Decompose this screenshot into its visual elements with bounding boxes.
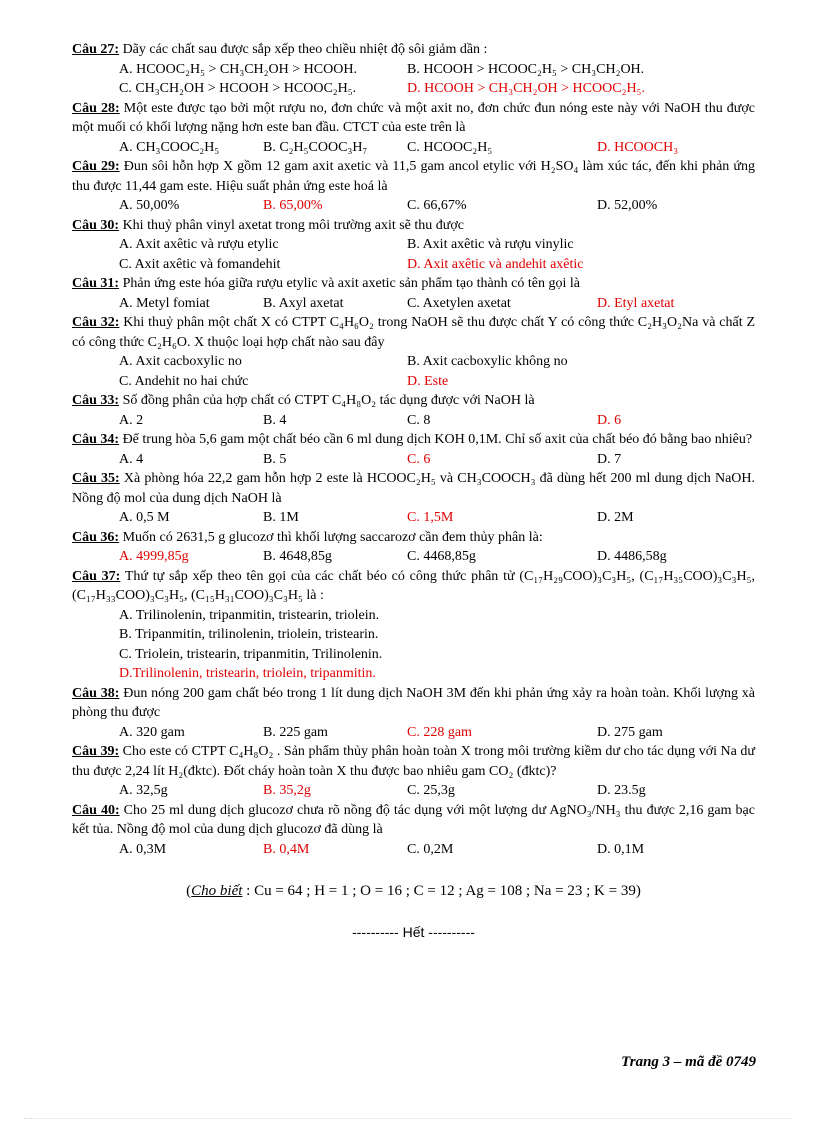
option-c: C. Axetylen axetat [407, 295, 511, 311]
option-d-answer: D. HCOOH > CH₃CH₂OH > HCOOC₂H₅. [407, 81, 645, 96]
option-d: D. 23.5g [597, 783, 646, 798]
question-stem: Đun nóng 200 gam chất béo trong 1 lít dung dịch NaOH 3M đến khi phản ứng xảy ra hoàn toàn. Khối lượng xà phòng thu được [72, 685, 755, 720]
page-bottom-divider [24, 1118, 792, 1119]
option-b: B. 5 [263, 451, 287, 467]
options-row [72, 235, 755, 255]
option-c: C. Andehit no hai chức [119, 373, 249, 389]
given-constants: (Cho biết : Cu = 64 ; H = 1 ; O = 16 ; C = 12 ; Ag = 108 ; Na = 23 ; K = 39) [186, 883, 641, 899]
option-c: C. 0,2M [407, 841, 454, 857]
question-stem: Phản ứng este hóa giữa rượu etylic và axit axetic sản phẩm tạo thành có tên gọi là [119, 276, 580, 291]
option-a-answer: A. 4999,85g [119, 549, 189, 564]
option-a: A. 4 [119, 451, 144, 467]
option-c: C. 25,3g [407, 783, 455, 798]
question-40 [72, 801, 755, 840]
option-c: C. HCOOC₂H₅ [407, 139, 493, 155]
question-number: Câu 33: [72, 393, 120, 408]
option-d: D. 7 [597, 451, 622, 467]
question-number: Câu 28: [72, 100, 120, 116]
question-stem: Dãy các chất sau được sắp xếp theo chiều nhiệt độ sôi giảm dần : [119, 42, 488, 57]
option-c-answer: C. 1,5M [407, 510, 454, 525]
option-c-answer: C. 6 [407, 451, 431, 467]
question-30 [72, 216, 755, 236]
option-b: B. 1M [263, 510, 299, 525]
options-row [72, 255, 755, 275]
question-31 [72, 274, 755, 294]
options-row [72, 723, 755, 743]
options-row [72, 196, 755, 216]
options-row [72, 294, 755, 314]
option-d-answer: D. Axit axêtic và andehit axêtic [407, 256, 584, 272]
option-d-answer: D. Este [407, 373, 449, 389]
question-28 [72, 99, 755, 138]
question-stem: Khi thuỷ phân một chất X có CTPT C₄H₆O₂ trong NaOH sẽ thu được chất Y có công thức C₂H₃O₂Na và chất Z có công thức C₂H₆O. X thuộc loại hợp chất nào sau đây [72, 315, 756, 350]
option-c: C. 4468,85g [407, 549, 476, 564]
question-38 [72, 684, 755, 723]
option-c: C. Axit axêtic và fomandehit [119, 256, 281, 272]
option-c: C. CH₃CH₂OH > HCOOH > HCOOC₂H₅. [119, 81, 357, 96]
question-number: Câu 31: [72, 276, 120, 291]
options-row [72, 547, 755, 567]
question-number: Câu 30: [72, 217, 120, 233]
question-number: Câu 34: [72, 432, 120, 447]
given-label: Cho biết [191, 883, 243, 899]
given-values: : Cu = 64 ; H = 1 ; O = 16 ; C = 12 ; Ag = 108 ; Na = 23 ; K = 39) [242, 883, 641, 899]
option-b: B. Tripanmitin, trilinolenin, triolein, tristearin. [119, 627, 379, 642]
option-a: A. 0,3M [119, 841, 167, 857]
option-d: D. 52,00% [597, 198, 658, 213]
question-39 [72, 742, 755, 781]
option-c: C. Triolein, tristearin, tripanmitin, Trilinolenin. [119, 646, 383, 662]
question-number: Câu 29: [72, 159, 120, 174]
question-36 [72, 528, 755, 548]
option-d: D. 275 gam [597, 724, 663, 740]
options-row [72, 79, 755, 99]
question-stem: Cho este có CTPT C₄H₈O₂ . Sản phẩm thủy phân hoàn toàn X trong môi trường kiềm dư cho tác dụng với Na dư thu được 2,24 lít H₂(đktc). Đốt cháy hoàn toàn X thu được bao nhiêu gam CO₂ (đktc)? [72, 744, 755, 779]
question-stem: Xà phòng hóa 22,2 gam hỗn hợp 2 este là HCOOC₂H₅ và CH₃COOCH₃ đã dùng hết 200 ml dung dịch NaOH. Nồng độ mol của dung dịch NaOH là [72, 471, 755, 506]
option-c: C. 8 [407, 412, 431, 428]
options-row [72, 411, 755, 431]
option-d-answer: D. Etyl axetat [597, 295, 675, 311]
options-row [72, 450, 755, 470]
question-stem: Để trung hòa 5,6 gam một chất béo cần 6 ml dung dịch KOH 0,1M. Chỉ số axit của chất béo đó bằng bao nhiêu? [119, 432, 753, 447]
option-a: A. 50,00% [119, 198, 180, 213]
option-d-answer: D. HCOOCH₃ [597, 139, 679, 155]
option-b: B. Axyl axetat [263, 295, 344, 311]
option-c: C. 66,67% [407, 198, 467, 213]
option-b-answer: B. 35,2g [263, 783, 311, 798]
question-stem: Cho 25 ml dung dịch glucozơ chưa rõ nồng độ tác dụng với một lượng dư AgNO₃/NH₃ thu được 2,16 gam bạc kết tủa. Nồng độ mol của dung dịch glucozơ đã dùng là [72, 802, 755, 837]
option-b: B. HCOOH > HCOOC₂H₅ > CH₃CH₂OH. [407, 61, 645, 77]
option-a: A. Metyl fomiat [119, 295, 210, 311]
option-d: D. 4486,58g [597, 549, 667, 564]
question-33 [72, 391, 755, 411]
question-number: Câu 35: [72, 471, 120, 486]
option-c-answer: C. 228 gam [407, 724, 472, 740]
question-number: Câu 27: [72, 42, 120, 57]
option-a: A. 320 gam [119, 724, 185, 740]
option-b-answer: B. 0,4M [263, 841, 310, 857]
option-d: D. 2M [597, 510, 634, 525]
option-a: A. HCOOC₂H₅ > CH₃CH₂OH > HCOOH. [119, 61, 357, 77]
question-number: Câu 36: [72, 529, 120, 545]
end-marker: ---------- Hết ---------- [352, 924, 475, 940]
options-row [72, 352, 755, 372]
question-number: Câu 37: [72, 568, 121, 584]
option-a: A. 0,5 M [119, 510, 170, 525]
option-b: B. C₂H₅COOC₃H₇ [263, 139, 368, 155]
option-b: B. Axit cacboxylic không no [407, 354, 568, 369]
page-footer: Trang 3 – mã đề 0749 [621, 1054, 756, 1070]
question-stem: Số đồng phân của hợp chất có CTPT C₄H₈O₂ tác dụng được với NaOH là [119, 393, 535, 408]
exam-page [72, 40, 755, 940]
option-a: A. 32,5g [119, 783, 168, 798]
options-row [72, 60, 755, 80]
question-35 [72, 469, 755, 508]
options-row [72, 840, 755, 860]
question-number: Câu 40: [72, 802, 120, 818]
option-a: A. Axit axêtic và rượu etylic [119, 237, 279, 252]
question-stem: Thứ tự sắp xếp theo tên gọi của các chất béo có công thức phân tử (C₁₇H₂₉COO)₃C₃H₅, (C₁₇H₃₅COO)₃C₃H₅, (C₁₇H₃₃COO)₃C₃H₅, (C₁₅H₃₁COO)₃C₃H₅ là : [72, 568, 756, 603]
options-row [72, 508, 755, 528]
question-29 [72, 157, 755, 196]
options-row [72, 138, 755, 158]
question-number: Câu 38: [72, 685, 120, 701]
question-stem: Đun sôi hỗn hợp X gồm 12 gam axit axetic và 11,5 gam ancol etylic với H₂SO₄ làm xúc tác, đến khi phản ứng thu được 11,44 gam este. Hiệu suất phản ứng este hoá là [72, 159, 755, 194]
question-stem: Muốn có 2631,5 g glucozơ thì khối lượng saccarozơ cần đem thủy phân là: [119, 529, 543, 545]
question-37 [72, 567, 755, 606]
option-b: B. 4648,85g [263, 549, 332, 564]
question-number: Câu 39: [72, 744, 120, 759]
question-34 [72, 430, 755, 450]
question-27 [72, 40, 755, 60]
option-b-answer: B. 65,00% [263, 198, 323, 213]
option-a: A. CH₃COOC₂H₅ [119, 139, 220, 155]
question-32 [72, 313, 755, 352]
option-b: B. Axit axêtic và rượu vinylic [407, 237, 574, 252]
option-a: A. Trilinolenin, tripanmitin, tristearin, triolein. [119, 607, 380, 623]
option-b: B. 4 [263, 412, 287, 428]
option-d: D. 0,1M [597, 841, 645, 857]
question-number: Câu 32: [72, 315, 120, 330]
option-b: B. 225 gam [263, 724, 328, 740]
options-row [72, 781, 755, 801]
option-a: A. 2 [119, 412, 144, 428]
question-stem: Một este được tạo bởi một rượu no, đơn chức và một axit no, đơn chức đun nóng este này với NaOH thu được một muối có khối lượng nặng hơn este ban đầu. CTCT của este trên là [72, 100, 756, 135]
option-d-answer: D. 6 [597, 412, 622, 428]
options-row [72, 372, 755, 392]
question-stem: Khi thuỷ phân vinyl axetat trong môi trường axit sẽ thu được [119, 217, 464, 233]
option-a: A. Axit cacboxylic no [119, 354, 242, 369]
option-d-answer: D.Trilinolenin, tristearin, triolein, tripanmitin. [119, 666, 376, 681]
